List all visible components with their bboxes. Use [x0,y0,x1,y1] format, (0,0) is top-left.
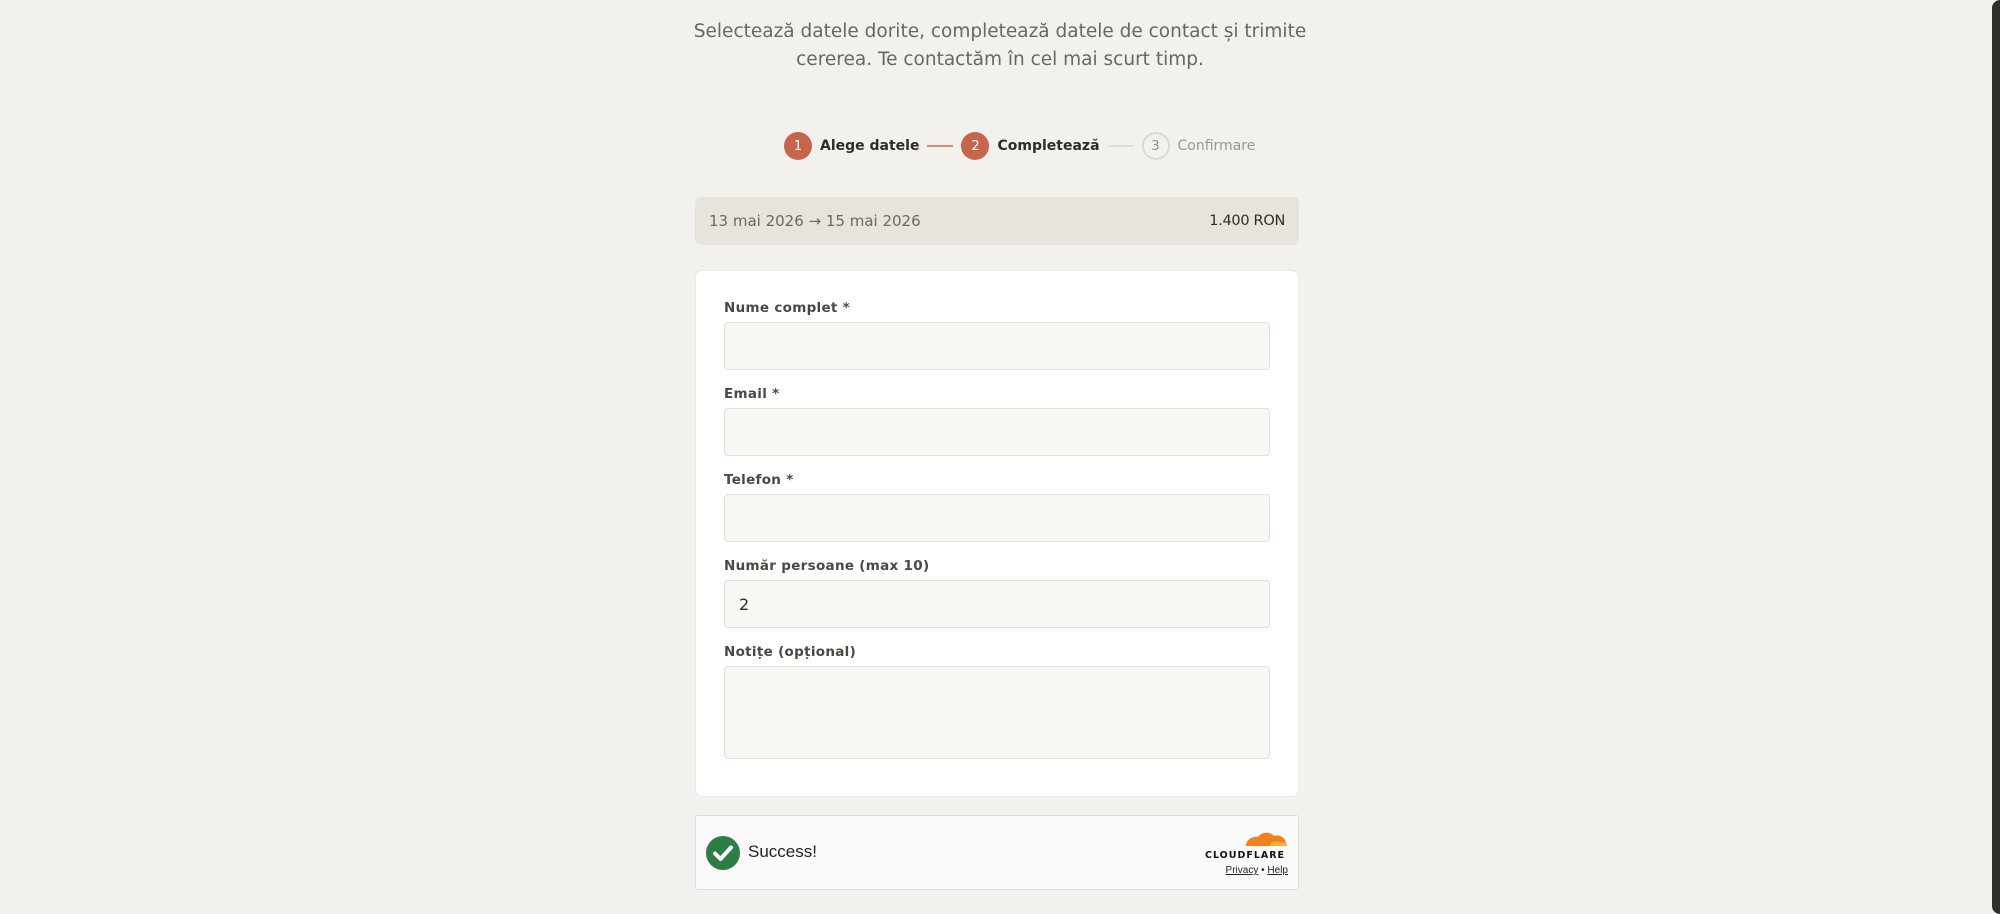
success-check-icon [706,836,740,870]
step-3-number: 3 [1142,132,1170,160]
phone-label: Telefon * [724,472,794,488]
name-label: Nume complet * [724,300,851,316]
captcha-links [1226,865,1288,876]
name-field[interactable] [724,322,1270,370]
captcha-status: Success! [748,842,817,861]
step-choose-dates[interactable] [784,132,919,160]
step-2-number: 2 [961,132,989,160]
selected-dates: 13 mai 2026 → 15 mai 2026 [709,212,921,230]
notes-label: Notițe (opțional) [724,644,857,660]
intro-line-1: Selectează datele dorite, completează datele de contact și trimite [693,21,1307,42]
step-2-label: Completează [997,138,1100,154]
contact-form [696,271,1298,796]
total-price: 1.400 RON [1209,213,1285,229]
intro-line-2: cererea. Te contactăm în cel mai scurt timp. [796,49,1204,70]
link-separator: • [1261,865,1265,876]
email-label: Email * [724,386,780,402]
step-3-label: Confirmare [1177,138,1256,154]
step-complete[interactable] [961,132,1099,160]
cloudflare-wordmark: CLOUDFLARE [1204,850,1286,860]
phone-field[interactable] [724,494,1270,542]
booking-summary [695,197,1299,245]
intro-text [680,18,1320,74]
privacy-link[interactable]: Privacy [1225,865,1259,876]
persons-label: Număr persoane (max 10) [724,558,930,574]
help-link[interactable]: Help [1267,865,1288,876]
step-1-number: 1 [784,132,812,160]
booking-stepper [784,132,1255,160]
step-confirmation [1142,132,1256,160]
email-field[interactable] [724,408,1270,456]
notes-field[interactable] [724,666,1270,759]
cloudflare-turnstile[interactable] [695,815,1299,890]
persons-field[interactable] [724,580,1270,628]
step-connector-1 [927,145,953,147]
window-edge [1992,0,2000,914]
step-connector-2 [1108,145,1134,147]
step-1-label: Alege datele [820,138,920,154]
cloudflare-logo [1200,830,1290,860]
